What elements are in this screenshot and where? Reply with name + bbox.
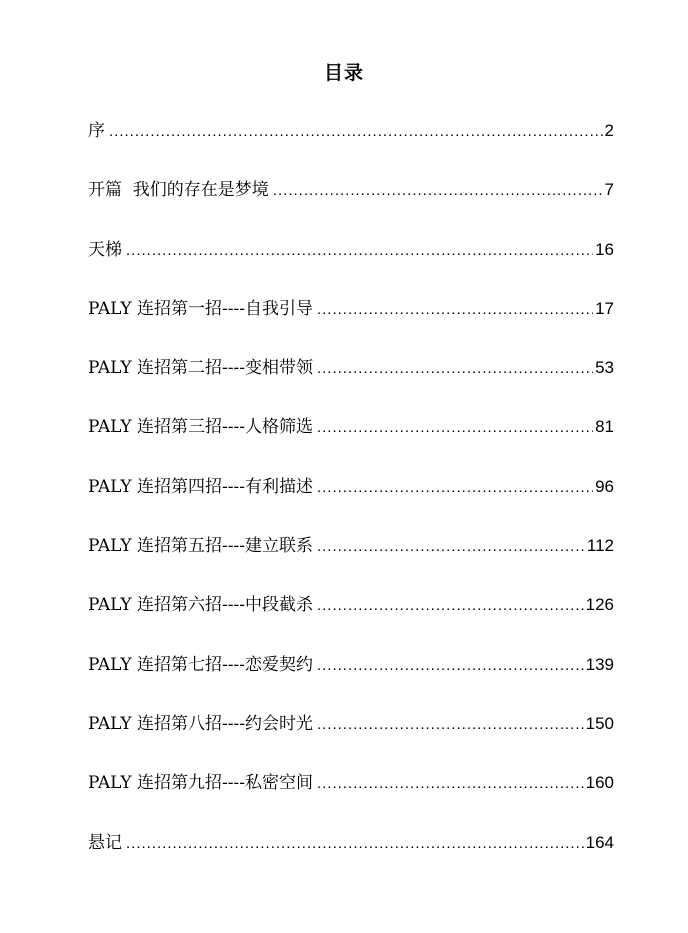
toc-entry-move-6[interactable] <box>88 590 614 649</box>
toc-entry-label: PALY 连招第八招----约会时光 <box>88 713 313 734</box>
toc-entry-page-number: 2 <box>604 121 614 140</box>
dot-leader <box>317 769 584 799</box>
dot-leader <box>317 651 584 681</box>
toc-entry-label: 天梯 <box>88 239 122 260</box>
toc-entry-page-number: 81 <box>595 417 614 437</box>
toc-entry-label: 悬记 <box>88 832 122 853</box>
toc-entry-preface[interactable] <box>88 116 614 175</box>
dot-leader <box>109 117 603 147</box>
toc-entry-page-number: 53 <box>595 358 614 378</box>
toc-entry-move-4[interactable] <box>88 472 614 531</box>
toc-entry-label: PALY 连招第一招----自我引导 <box>88 298 313 319</box>
toc-entry-page-number: 112 <box>586 536 614 556</box>
toc-entry-move-9[interactable] <box>88 768 614 827</box>
toc-list <box>88 116 614 887</box>
toc-entry-label: 序 <box>88 121 105 141</box>
toc-entry-page-number: 126 <box>585 595 614 615</box>
page-title: 目录 <box>323 62 364 84</box>
toc-entry-move-2[interactable] <box>88 353 614 412</box>
dot-leader <box>126 236 593 266</box>
toc-entry-label: PALY 连招第七招----恋爱契约 <box>88 654 313 675</box>
toc-entry-page-number: 164 <box>585 832 614 852</box>
toc-entry-page-number: 160 <box>585 773 614 793</box>
toc-entry-page-number: 7 <box>604 180 614 200</box>
dot-leader <box>273 176 603 206</box>
toc-entry-label: 开篇 我们的存在是梦境 <box>88 180 269 201</box>
toc-entry-move-3[interactable] <box>88 412 614 471</box>
dot-leader <box>317 354 593 384</box>
toc-entry-page-number: 16 <box>595 239 614 259</box>
dot-leader <box>317 710 584 740</box>
dot-leader <box>317 473 593 503</box>
toc-entry-page-number: 96 <box>595 476 614 496</box>
toc-entry-page-number: 139 <box>585 654 614 674</box>
toc-entry-move-1[interactable] <box>88 294 614 353</box>
toc-entry-page-number: 17 <box>595 298 614 318</box>
toc-entry-move-5[interactable] <box>88 531 614 590</box>
dot-leader <box>317 295 593 325</box>
toc-entry-afterword[interactable] <box>88 828 614 887</box>
dot-leader <box>317 532 585 562</box>
toc-entry-ladder[interactable] <box>88 235 614 294</box>
toc-entry-page-number: 150 <box>585 713 614 733</box>
toc-entry-label: PALY 连招第四招----有利描述 <box>88 476 313 497</box>
toc-entry-label: PALY 连招第二招----变相带领 <box>88 358 313 379</box>
dot-leader <box>126 829 584 859</box>
dot-leader <box>317 591 584 621</box>
toc-entry-label: PALY 连招第五招----建立联系 <box>88 536 313 557</box>
toc-entry-move-7[interactable] <box>88 650 614 709</box>
toc-entry-label: PALY 连招第六招----中段截杀 <box>88 595 313 616</box>
toc-entry-label: PALY 连招第三招----人格筛选 <box>88 417 313 438</box>
toc-entry-move-8[interactable] <box>88 709 614 768</box>
toc-entry-opening[interactable] <box>88 175 614 234</box>
toc-entry-label: PALY 连招第九招----私密空间 <box>88 773 313 794</box>
dot-leader <box>317 413 593 443</box>
